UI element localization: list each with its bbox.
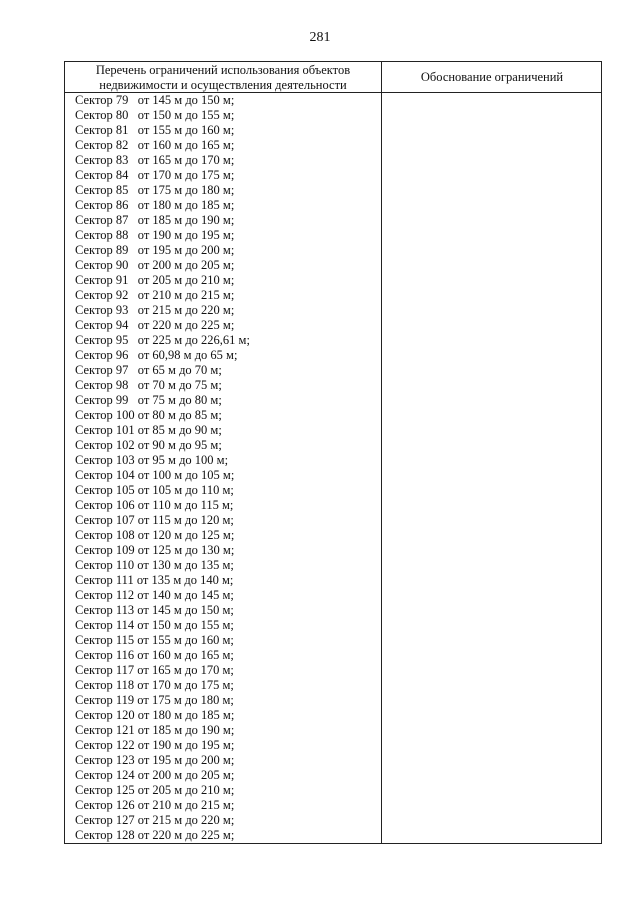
sector-row: Сектор 126 от 210 м до 215 м; xyxy=(75,798,235,812)
sector-row: Сектор 110 от 130 м до 135 м; xyxy=(75,558,234,572)
sector-row: Сектор 117 от 165 м до 170 м; xyxy=(75,663,234,677)
sector-row: Сектор 83 от 165 м до 170 м; xyxy=(75,153,235,167)
sector-row: Сектор 80 от 150 м до 155 м; xyxy=(75,108,235,122)
sector-row: Сектор 85 от 175 м до 180 м; xyxy=(75,183,235,197)
sector-row: Сектор 106 от 110 м до 115 м; xyxy=(75,498,234,512)
sector-row: Сектор 89 от 195 м до 200 м; xyxy=(75,243,235,257)
sector-row: Сектор 109 от 125 м до 130 м; xyxy=(75,543,235,557)
sector-row: Сектор 107 от 115 м до 120 м; xyxy=(75,513,234,527)
sector-row: Сектор 127 от 215 м до 220 м; xyxy=(75,813,235,827)
sector-row: Сектор 103 от 95 м до 100 м; xyxy=(75,453,229,467)
sector-row: Сектор 102 от 90 м до 95 м; xyxy=(75,438,222,452)
header-restrictions-line1: Перечень ограничений использования объектов xyxy=(95,63,351,77)
sector-row: Сектор 79 от 145 м до 150 м; xyxy=(75,93,235,107)
sector-row: Сектор 111 от 135 м до 140 м; xyxy=(75,573,234,587)
sector-row: Сектор 91 от 205 м до 210 м; xyxy=(75,273,235,287)
column-divider xyxy=(381,62,382,843)
sector-row: Сектор 93 от 215 м до 220 м; xyxy=(75,303,235,317)
sector-row: Сектор 87 от 185 м до 190 м; xyxy=(75,213,235,227)
sector-list xyxy=(75,93,375,843)
sector-row: Сектор 124 от 200 м до 205 м; xyxy=(75,768,235,782)
sector-row: Сектор 113 от 145 м до 150 м; xyxy=(75,603,234,617)
page-number: 281 xyxy=(309,30,331,45)
sector-row: Сектор 123 от 195 м до 200 м; xyxy=(75,753,235,767)
sector-row: Сектор 125 от 205 м до 210 м; xyxy=(75,783,235,797)
sector-row: Сектор 99 от 75 м до 80 м; xyxy=(75,393,222,407)
sector-row: Сектор 101 от 85 м до 90 м; xyxy=(75,423,222,437)
sector-row: Сектор 122 от 190 м до 195 м; xyxy=(75,738,235,752)
sector-row: Сектор 104 от 100 м до 105 м; xyxy=(75,468,235,482)
sector-row: Сектор 108 от 120 м до 125 м; xyxy=(75,528,235,542)
sector-row: Сектор 119 от 175 м до 180 м; xyxy=(75,693,234,707)
sector-row: Сектор 92 от 210 м до 215 м; xyxy=(75,288,235,302)
sector-row: Сектор 120 от 180 м до 185 м; xyxy=(75,708,235,722)
sector-row: Сектор 128 от 220 м до 225 м; xyxy=(75,828,235,842)
sector-row: Сектор 81 от 155 м до 160 м; xyxy=(75,123,235,137)
restrictions-table xyxy=(64,61,602,844)
table-header-row xyxy=(65,62,601,93)
sector-row: Сектор 97 от 65 м до 70 м; xyxy=(75,363,222,377)
sector-row: Сектор 88 от 190 м до 195 м; xyxy=(75,228,235,242)
sector-row: Сектор 100 от 80 м до 85 м; xyxy=(75,408,222,422)
header-restrictions-line2: недвижимости и осуществления деятельности xyxy=(99,77,347,92)
sector-row: Сектор 84 от 170 м до 175 м; xyxy=(75,168,235,182)
header-justification: Обоснование ограничений xyxy=(420,70,564,84)
sector-row: Сектор 90 от 200 м до 205 м; xyxy=(75,258,235,272)
sector-row: Сектор 94 от 220 м до 225 м; xyxy=(75,318,235,332)
sector-row: Сектор 116 от 160 м до 165 м; xyxy=(75,648,234,662)
sector-row: Сектор 115 от 155 м до 160 м; xyxy=(75,633,234,647)
sector-row: Сектор 112 от 140 м до 145 м; xyxy=(75,588,234,602)
sector-row: Сектор 82 от 160 м до 165 м; xyxy=(75,138,235,152)
sector-row: Сектор 98 от 70 м до 75 м; xyxy=(75,378,222,392)
header-restrictions-list xyxy=(65,63,381,92)
sector-row: Сектор 96 от 60,98 м до 65 м; xyxy=(75,348,238,362)
sector-row: Сектор 118 от 170 м до 175 м; xyxy=(75,678,234,692)
sector-row: Сектор 105 от 105 м до 110 м; xyxy=(75,483,234,497)
sector-row: Сектор 121 от 185 м до 190 м; xyxy=(75,723,235,737)
sector-row: Сектор 114 от 150 м до 155 м; xyxy=(75,618,234,632)
sector-row: Сектор 95 от 225 м до 226,61 м; xyxy=(75,333,250,347)
sector-row: Сектор 86 от 180 м до 185 м; xyxy=(75,198,235,212)
